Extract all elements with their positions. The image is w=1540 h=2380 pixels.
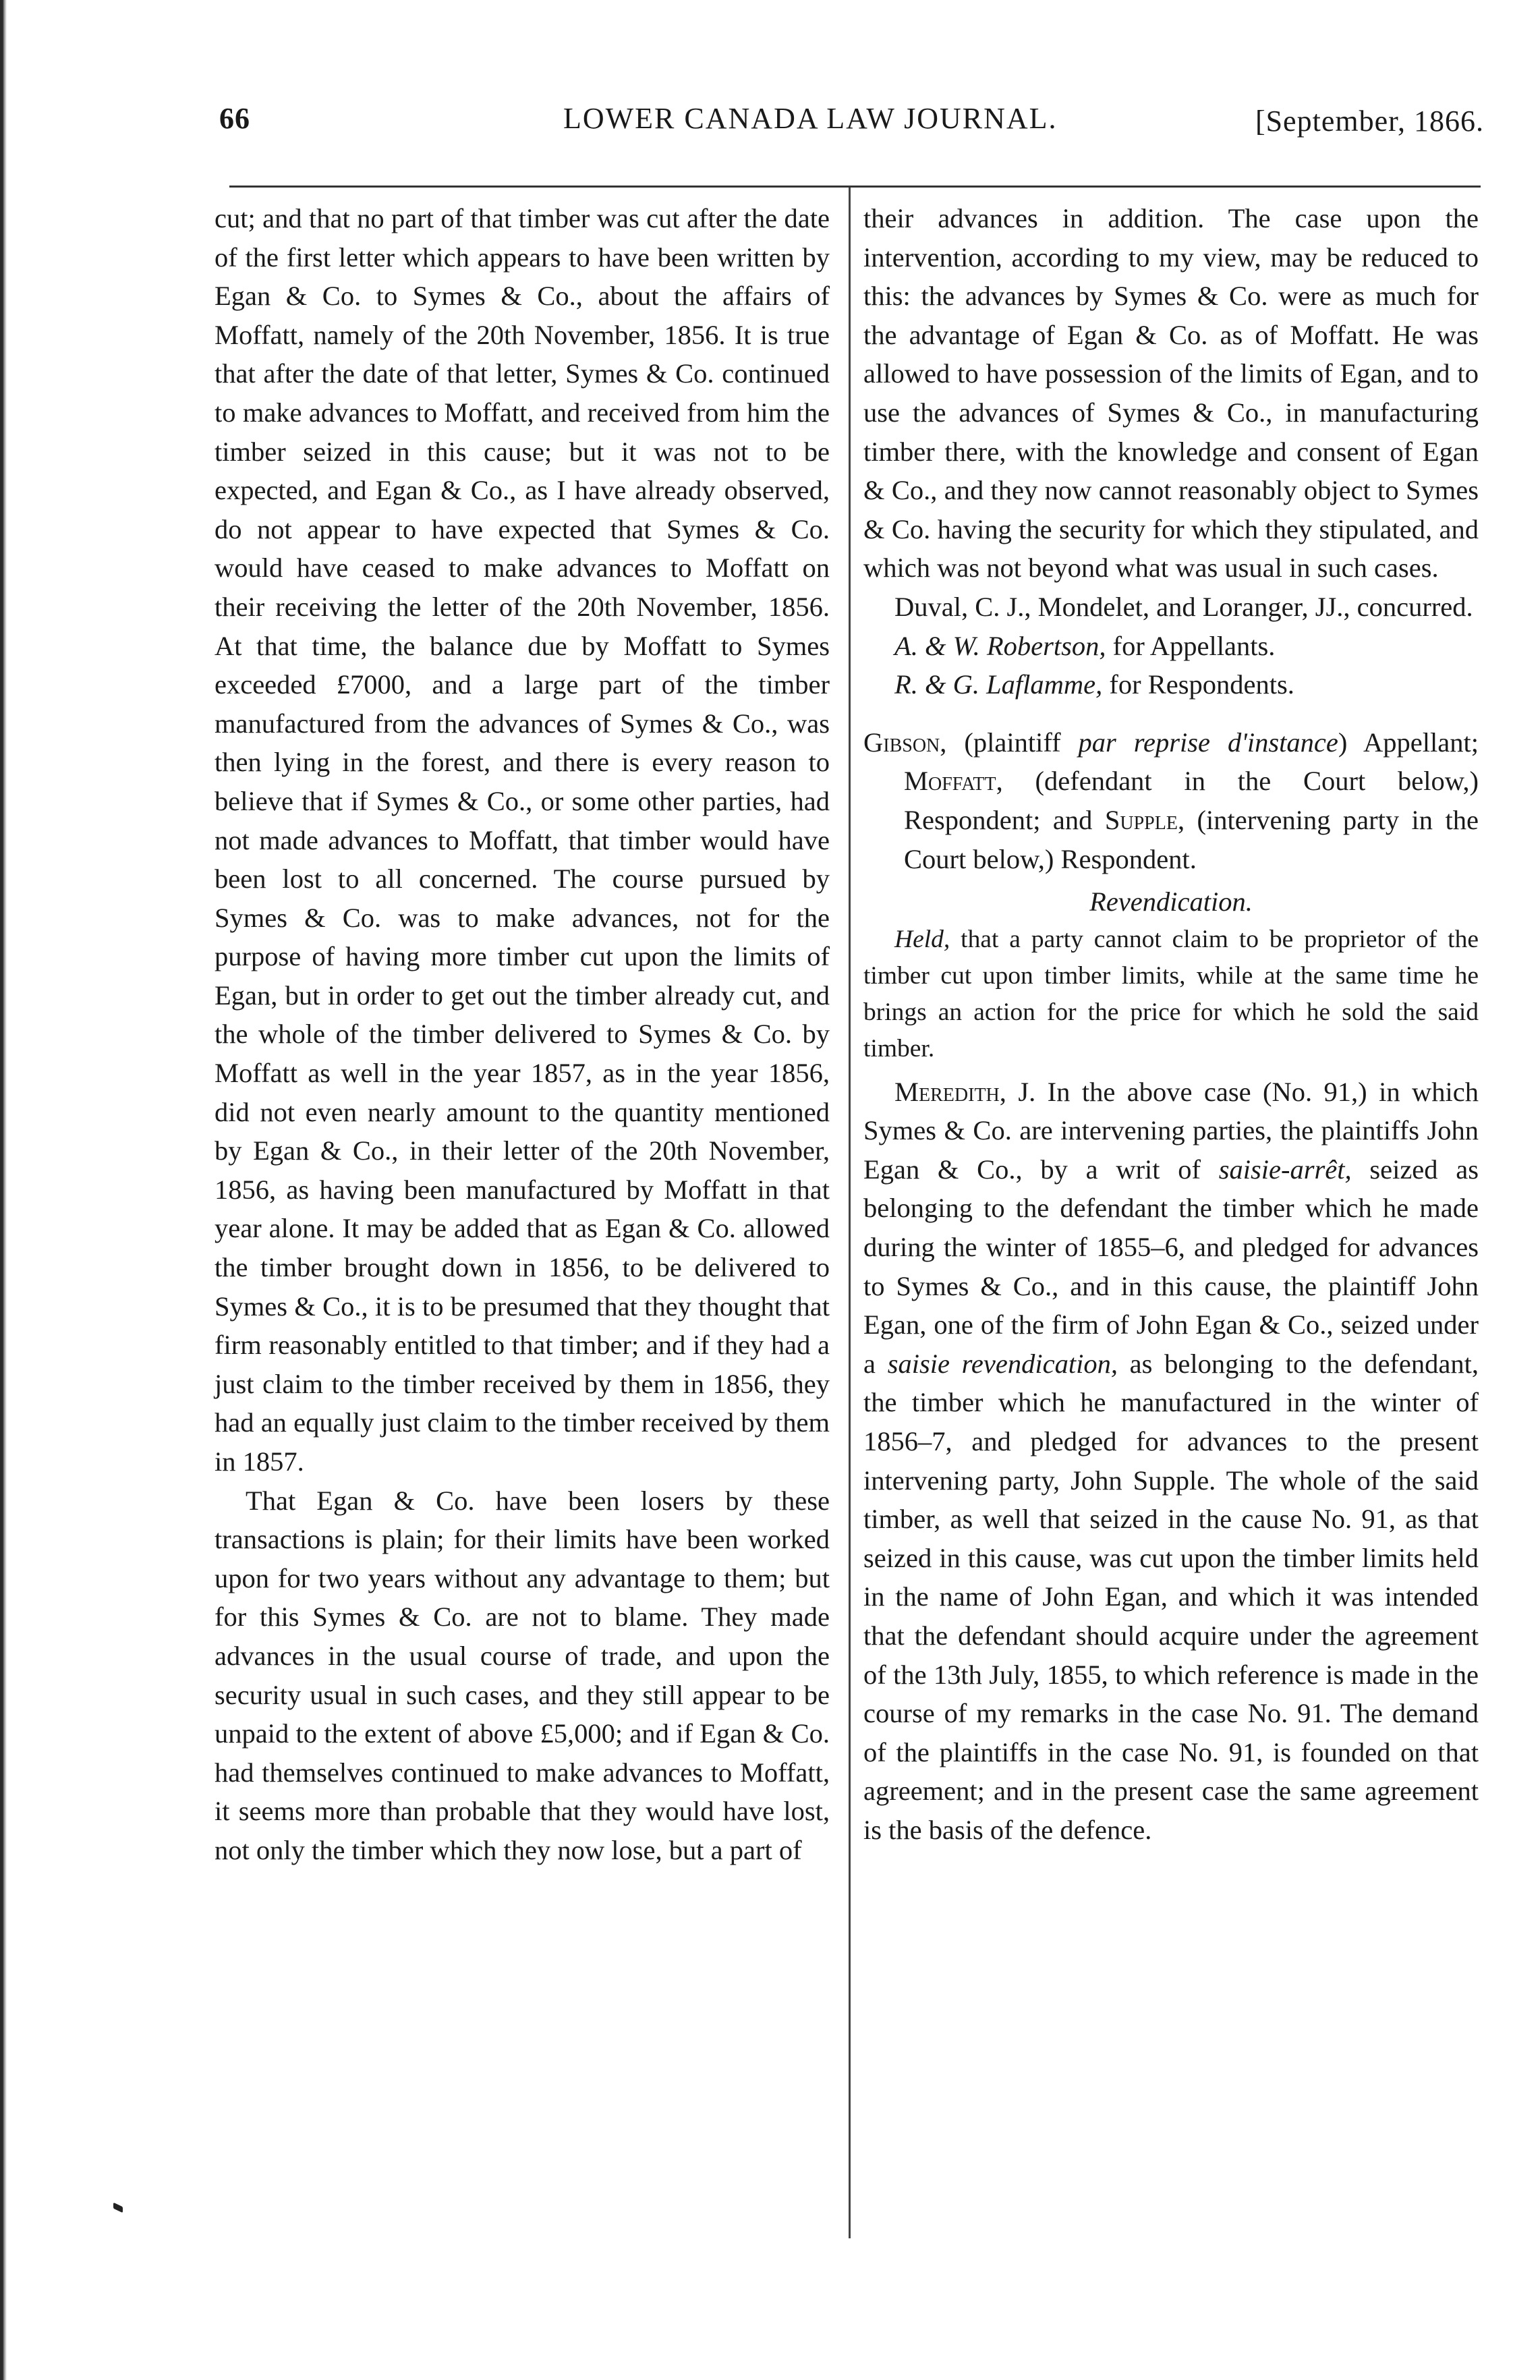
- section-gap: [863, 704, 1479, 723]
- page-binding-edge: [0, 0, 7, 2380]
- judgment-term-2: saisie revendication,: [887, 1348, 1118, 1379]
- judgment-term-1: saisie-arrêt,: [1218, 1154, 1352, 1185]
- counsel-respondents-role: for Respondents.: [1102, 669, 1294, 700]
- counsel-respondents-name: R. & G. Laflamme,: [894, 669, 1103, 700]
- right-paragraph-1: their advances in addition. The case upon the intervention, according to my view, may be reduced to this: the advances by Symes & Co. were as much for the advantage of Egan & Co. as of Moffatt. He was allowed to have possession of the limits of Egan, and to use the advances of Symes & Co., in manufacturing timber there, with the knowledge and consent of Egan & Co., and they now cannot reasonably object to Symes & Co. having the security for which they stipulated, and which was not beyond what was usual in such cases.: [863, 203, 1479, 584]
- judgment-text-a: In the above case (No. 91,) in which Symes & Co. are intervening parties, the plaintiffs John Egan & Co., by a writ of: [863, 1076, 1479, 1185]
- headnote-body: that a party cannot claim to be proprietor of the timber cut upon timber limits, while at the same time he brings an action for the price for which he sold the said timber.: [863, 925, 1479, 1062]
- case-caption-text-4: (intervening party in the Court below,) Respondent.: [904, 804, 1479, 874]
- case-caption-text-2: ) Appellant;: [1338, 727, 1479, 758]
- case-caption-text-1: (plaintiff: [946, 727, 1079, 758]
- left-paragraph-1: cut; and that no part of that timber was cut after the date of the first letter which appears to have been written by Egan & Co. to Symes & Co., about the affairs of Moffatt, namely of the 20th November, 1856. It is true that after the date of that letter, Symes & Co. continued to make advances to Moffatt, and received from him the timber seized in this cause; but it was not to be expected, and Egan & Co., as I have already observed, do not appear to have expected that Symes & Co. would have ceased to make advances to Moffatt on their receiving the letter of the 20th November, 1856. At that time, the balance due by Moffatt to Symes exceeded £7000, and a large part of the timber manufactured from the advances of Symes & Co., was then lying in the forest, and there is every reason to believe that if Symes & Co., or some other parties, had not made advances to Moffatt, that timber would have been lost to all concerned. The course pursued by Symes & Co. was to make advances, not for the purpose of having more timber cut upon the limits of Egan, but in order to get out the timber already cut, and the whole of the timber delivered to Symes & Co. by Moffatt as well in the year 1857, as in the year 1856, did not even nearly amount to the quantity mentioned by Egan & Co., in their letter of the 20th November, 1856, as having been manufactured by Moffatt in that year alone. It may be added that as Egan & Co. allowed the timber brought down in 1856, to be delivered to Symes & Co., it is to be presumed that they thought that firm reasonably entitled to that timber; and if they had a just claim to the timber received by them in 1856, they had an equally just claim to the timber received by them in 1857.: [215, 203, 830, 1477]
- party-moffatt: Moffatt,: [904, 766, 1003, 797]
- party-supple: Supple,: [1104, 804, 1185, 835]
- column-divider: [849, 188, 851, 2238]
- running-header: [219, 101, 1484, 148]
- headnote: [863, 922, 1479, 1067]
- ink-mark: [113, 2203, 123, 2213]
- issue-date: [September, 1866.: [1255, 105, 1484, 138]
- page-number: 66: [219, 102, 250, 135]
- judgment-text-b: seized as belonging to the defendant the timber which he made during the winter of 1855–6, and pledged for advances to Symes & Co., and in this cause, the plaintiff John Egan, one of the firm of John Egan & Co., seized under a: [863, 1154, 1479, 1379]
- judgment-text-c: as belonging to the defendant, the timber which he manufactured in the winter of 1856–7, and pledged for advances to the present intervening party, John Supple. The whole of the said timber, as well that seized in the cause No. 91, as that seized in this cause, was cut upon the timber limits held in the name of John Egan, and which it was intended that the defendant should acquire under the agreement of the 13th July, 1855, to which reference is made in the course of my remarks in the case No. 91. The demand of the plaintiffs in the case No. 91, is founded on that agreement; and in the present case the same agreement is the basis of the defence.: [863, 1348, 1479, 1845]
- headnote-held: Held,: [894, 925, 950, 953]
- judge-name: Meredith, J.: [894, 1076, 1036, 1107]
- counsel-respondents: [863, 665, 1479, 704]
- judgment-paragraph: [863, 1073, 1479, 1850]
- journal-title: LOWER CANADA LAW JOURNAL.: [563, 102, 1058, 135]
- party-gibson: Gibson,: [863, 727, 947, 758]
- headnote-text: [863, 922, 1479, 1067]
- case-subject: Revendication.: [1089, 886, 1253, 917]
- concurrence-paragraph: Duval, C. J., Mondelet, and Loranger, JJ., concurred.: [894, 591, 1473, 622]
- left-column: [215, 199, 830, 1870]
- case-caption-text-3: (defendant in the Court below,) Respondent; and: [904, 766, 1479, 835]
- left-paragraph-2: That Egan & Co. have been losers by these transactions is plain; for their limits have been worked upon for two years without any advantage to them; but for this Symes & Co. are not to blame. They made advances in the usual course of trade, and upon the security usual in such cases, and they still appear to be unpaid to the extent of above £5,000; and if Egan & Co. had themselves continued to make advances to Moffatt, it seems more than probable that they would have lost, not only the timber which they now lose, but a part of: [215, 1485, 830, 1865]
- counsel-appellants-name: A. & W. Robertson,: [894, 630, 1106, 661]
- case-caption: [863, 723, 1479, 878]
- right-column: [863, 199, 1479, 1850]
- counsel-appellants: [863, 627, 1479, 666]
- counsel-appellants-role: for Appellants.: [1106, 630, 1276, 661]
- case-caption-latin: par reprise d'instance: [1078, 727, 1338, 758]
- header-rule: [229, 186, 1481, 188]
